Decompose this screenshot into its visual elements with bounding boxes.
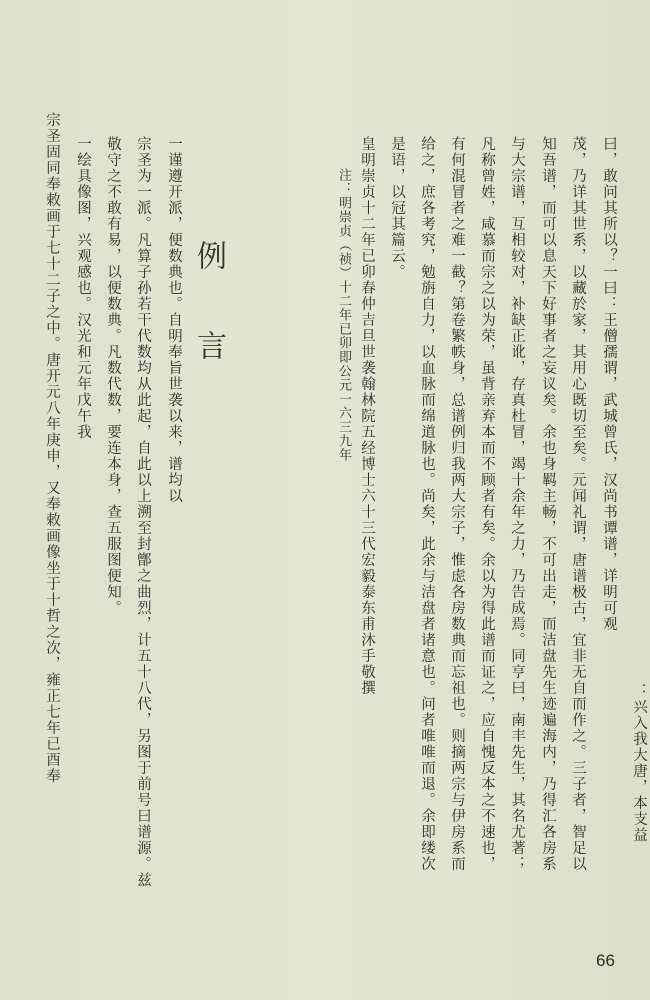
text-column: 一谨遵开派，便数典也。自明奉旨世袭以来，谱均以 <box>166 136 182 504</box>
page-number: 66 <box>596 951 615 970</box>
text-column: 是语，以冠其篇云。 <box>389 136 405 280</box>
section-heading: 例言 <box>191 240 226 420</box>
text-column: 敬守之不敢有易，以便数典。凡数代数，要连本身，查五服图便知。 <box>105 136 121 616</box>
text-column: 给之，庶各考究，勉旃自力，以血脉而绵道脉也。尚矣，此余与洁盘者诸意也。问者唯唯而退。余即缕次 <box>419 136 435 872</box>
note-line: 注：明崇贞（祯）十二年已卯即公元一六三九年 <box>336 168 351 462</box>
text-column-continuation: ：兴入我大唐，本支益 <box>631 683 647 843</box>
text-column: 有何混冒者之难一截？第卷繁帙身，总谱例归我两大宗子，惟虑各房数典而忘祖也。则摘两宗与伊房系而 <box>449 136 465 872</box>
text-column: 曰，敢问其所以？一曰：王僧孺谓，武城曾氏，汉尚书谭谱，详明可观 <box>601 136 617 632</box>
text-column: 宗圣为一派。凡算子孙若干代数均从此起，自此以上溯至封鄫之曲烈，计五十八代，另图于前号曰谱源。兹 <box>135 136 151 888</box>
text-column: 茂，乃详其世系，以藏於家，其用心既切至矣。元闻礼谓，唐谱极古，宜非无自而作之。三子者，智足以 <box>570 136 586 872</box>
text-column: 知吾谱，而可以息天下好事者之妄议矣。余也身羁主畅，不可出走，而洁盘先生迹遍海内，乃得汇各房系 <box>540 136 556 872</box>
text-column: 与大宗谱，互相较对，补缺正讹，存真杜冒，竭十余年之力，乃告成焉。同亨曰，南丰先生，其名尤著； <box>509 136 525 872</box>
text-column: 凡称曾姓，咸慕而宗之以为荣，虽背亲弃本而不顾者有矣。余以为得此谱而证之，应自愧反本之不速也， <box>479 136 495 872</box>
text-column: 一绘具像图，兴观感也。汉光和元年戊午我 <box>75 136 91 440</box>
text-column: 宗圣固同奉敕画于七十二子之中。唐开元八年庚申，又奉敕画像坐于十哲之次，雍正七年已酉奉 <box>44 112 60 784</box>
signature-line: 皇明崇贞十二年已卯春仲吉旦世袭翰林院五经博士六十三代宏毅泰东甫沐手敬撰 <box>359 136 375 696</box>
